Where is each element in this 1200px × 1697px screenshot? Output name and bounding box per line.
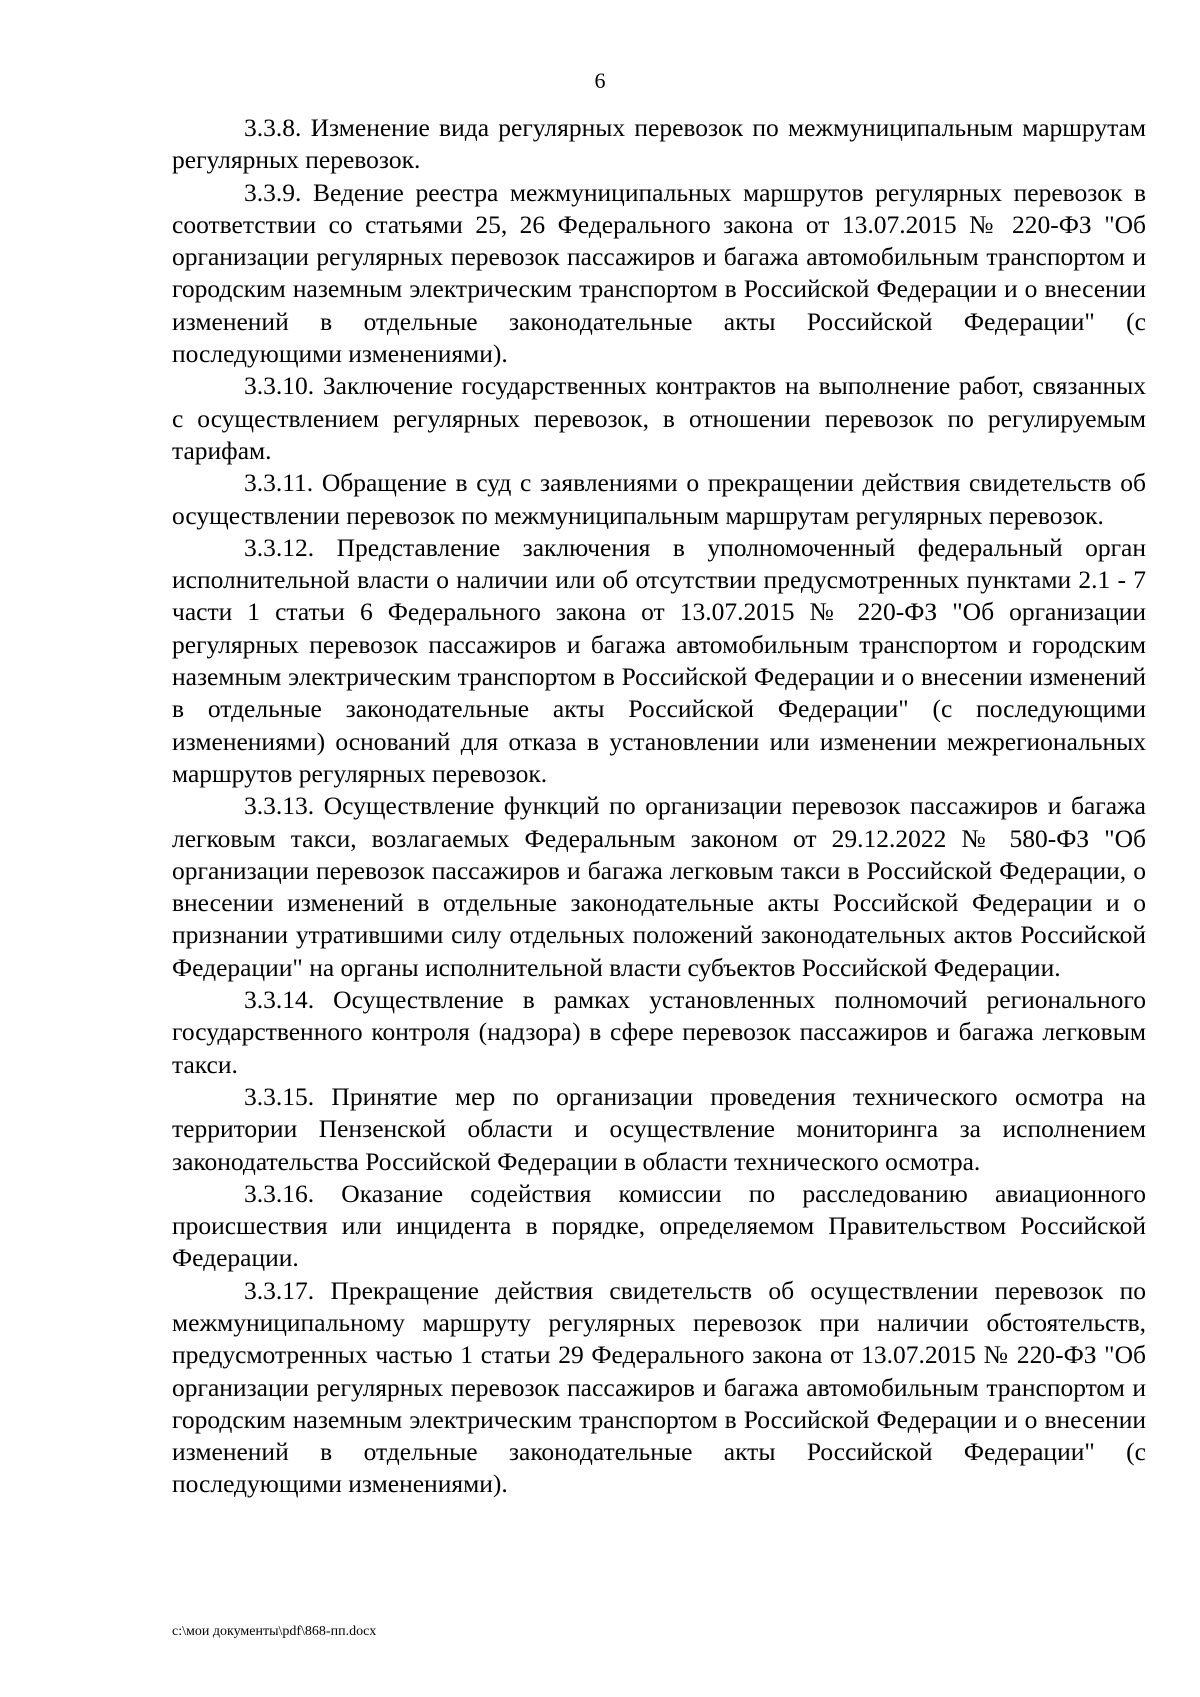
paragraph-3-3-15: 3.3.15. Принятие мер по организации проведения технического осмотра на территории Пензенской области и осуществление мониторинга за исполнением законодательства Российской Федерации в области технического осмотра.	[172, 1081, 1146, 1176]
paragraph-3-3-8: 3.3.8. Изменение вида регулярных перевозок по межмуниципальным маршрутам регулярных перевозок.	[172, 113, 1146, 175]
paragraph-3-3-10: 3.3.10. Заключение государственных контрактов на выполнение работ, связанных с осуществлением регулярных перевозок, в отношении перевозок по регулируемым тарифам.	[172, 371, 1146, 465]
paragraph-3-3-17: 3.3.17. Прекращение действия свидетельств об осуществлении перевозок по межмуниципальному маршруту регулярных перевозок при наличии обстоятельств, предусмотренных частью 1 статьи 29 Федерального закона от 13.07.2015 № 220-ФЗ "Об организации регулярных перевозок пассажиров и багажа автомобильным транспортом и городским наземным электрическим транспортом в Российской Федерации и о внесении изменений в отдельные законодательные акты Российской Федерации" (с последующими изменениями).	[172, 1275, 1146, 1499]
footer-file-path: c:\мои документы\pdf\868-пп.docx	[172, 1624, 377, 1639]
paragraph-3-3-13: 3.3.13. Осуществление функций по организации перевозок пассажиров и багажа легковым такси, возлагаемых Федеральным законом от 29.12.2022 № 580-ФЗ "Об организации перевозок пассажиров и багажа легковым такси в Российской Федерации, о внесении изменений в отдельные законодательные акты Российской Федерации и о признании утратившими силу отдельных положений законодательных актов Российской Федерации" на органы исполнительной власти субъектов Российской Федерации.	[172, 791, 1146, 982]
paragraph-3-3-11: 3.3.11. Обращение в суд с заявлениями о прекращении действия свидетельств об осуществлении перевозок по межмуниципальным маршрутам регулярных перевозок.	[172, 468, 1146, 530]
paragraph-3-3-14: 3.3.14. Осуществление в рамках установленных полномочий регионального государственного контроля (надзора) в сфере перевозок пассажиров и багажа легковым такси.	[172, 985, 1146, 1079]
paragraph-3-3-16: 3.3.16. Оказание содействия комиссии по расследованию авиационного происшествия или инцидента в порядке, определяемом Правительством Российской Федерации.	[172, 1178, 1146, 1273]
paragraph-3-3-12: 3.3.12. Представление заключения в уполномоченный федеральный орган исполнительной власти о наличии или об отсутствии предусмотренных пунктами 2.1 - 7 части 1 статьи 6 Федерального закона от 13.07.2015 № 220-ФЗ "Об организации регулярных перевозок пассажиров и багажа автомобильным транспортом и городским наземным электрическим транспортом в Российской Федерации и о внесении изменений в отдельные законодательные акты Российской Федерации" (с последующими изменениями) оснований для отказа в установлении или изменении межрегиональных маршрутов регулярных перевозок.	[172, 532, 1146, 788]
page-number: 6	[594, 68, 606, 93]
document-body	[172, 112, 1146, 1501]
paragraph-3-3-9: 3.3.9. Ведение реестра межмуниципальных маршрутов регулярных перевозок в соответствии со статьями 25, 26 Федерального закона от 13.07.2015 № 220-ФЗ "Об организации регулярных перевозок пассажиров и багажа автомобильным транспортом и городским наземным электрическим транспортом в Российской Федерации и о внесении изменений в отдельные законодательные акты Российской Федерации" (с последующими изменениями).	[172, 177, 1146, 369]
